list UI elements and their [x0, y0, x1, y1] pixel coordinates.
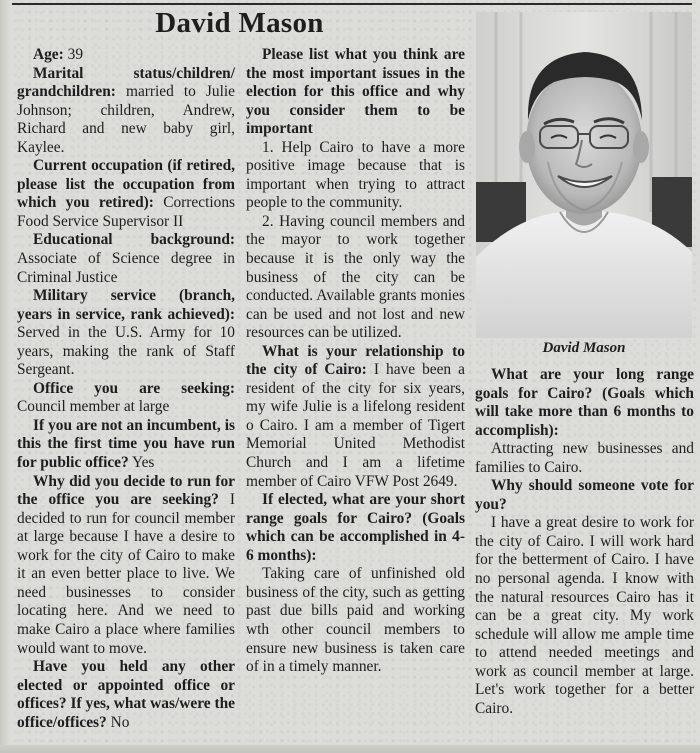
qa-paragraph [17, 417, 235, 473]
answer-text: married to Julie Johnson; children, Andrew, Richard and new baby girl, Kaylee. [17, 83, 235, 156]
question-label: Current occupation (if retired, please list the occupation from which you retired): [17, 157, 235, 212]
qa-paragraph [17, 473, 235, 658]
question-label: If elected, what are your short range goals for Cairo? (Goals which can be accomplished in 4-6 months): [246, 491, 465, 564]
qa-paragraph [475, 366, 694, 440]
qa-paragraph [17, 231, 235, 287]
answer-text: I have been a resident of the city for six years, my wife Julie is a lifelong resident o Cairo. I am a member of Tigert Memorial United Methodist Church and I am a lifetime member of Cairo VFW Post 2649. [246, 361, 465, 490]
answer-text: 2. Having council members and the mayor to work together because it is the only way the business of the city can be conducted. Available grants monies can be used and not lost and new resources can be utilized. [246, 212, 465, 342]
answer-text: No [106, 713, 130, 731]
qa-paragraph [246, 565, 465, 676]
portrait-illustration [476, 12, 692, 338]
question-label: What are your long range goals for Cairo? (Goals which will take more than 6 months to accomplish): [475, 366, 694, 439]
qa-paragraph [17, 65, 235, 158]
question-label: What is your relationship to the city of Cairo: [246, 342, 465, 379]
answer-text: I have a great desire to work for the city of Cairo. I will work hard for the betterment of Cairo. I have no personal agenda. I know with the natural resources Cairo has it can be a great city. My work schedule will allow me ample time to attend needed meetings and work as council member at large. Let's work together for a better Cairo. [475, 514, 694, 717]
candidate-name-heading: David Mason [155, 7, 324, 39]
qa-paragraph [246, 139, 465, 213]
answer-text: Corrections Food Service Supervisor II [17, 194, 236, 230]
answer-text: Council member at large [17, 398, 170, 416]
qa-paragraph [17, 157, 235, 231]
photo-caption: David Mason [542, 340, 626, 356]
qa-paragraph [246, 46, 465, 139]
question-label: Office you are seeking: [33, 379, 235, 397]
qa-paragraph [17, 287, 235, 380]
qa-paragraph [246, 343, 465, 491]
question-label: Why did you decide to run for the office you are seeking? [17, 472, 235, 509]
answer-text: 39 [63, 46, 84, 63]
qa-paragraph [17, 658, 235, 732]
question-label: If you are not an incumbent, is this the first time you have run for public office? [17, 416, 235, 472]
column-2 [246, 46, 465, 677]
column-1 [17, 46, 235, 732]
qa-paragraph [246, 491, 465, 565]
question-label: Marital status/children/ grandchildren: [17, 64, 235, 101]
answer-text: I decided to run for council member at large because I have a desire to work for the city of Cairo to make it an even better place to live. We need businesses to consider locating here. And we need to make Cairo a place where families would want to move. [17, 491, 235, 657]
qa-paragraph [475, 440, 694, 477]
answer-text: Attracting new businesses and families to Cairo. [475, 440, 694, 476]
question-label: Why should someone vote for you? [475, 477, 694, 513]
column-3 [475, 366, 694, 718]
question-label: Please list what you think are the most important issues in the election for this office and why you consider them to be important [246, 46, 465, 138]
question-label: Military service (branch, years in service, rank achieved): [17, 287, 235, 323]
qa-paragraph [17, 46, 235, 65]
page-bottom-edge [0, 745, 700, 753]
question-label: Have you held any other elected or appointed office or offices? If yes, what was/were the office/offices? [17, 658, 235, 731]
answer-text: Taking care of unfinished old business of the city, such as getting past due bills paid and working wth other council members to ensure new business is taken care of in a timely manner. [246, 565, 465, 676]
question-label: Educational background: [33, 231, 235, 249]
answer-text: 1. Help Cairo to have a more positive image because that is important when trying to attract people to the community. [246, 138, 465, 212]
page-edge [0, 0, 10, 753]
answer-text: Served in the U.S. Army for 10 years, making the rank of Staff Sergeant. [17, 324, 235, 379]
qa-paragraph [17, 380, 235, 417]
question-label: Age: [33, 46, 64, 63]
qa-paragraph [475, 514, 694, 718]
qa-paragraph [475, 477, 694, 514]
candidate-photo [476, 12, 692, 338]
answer-text: Associate of Science degree in Criminal Justice [17, 250, 235, 286]
qa-paragraph [246, 213, 465, 343]
answer-text: Yes [128, 454, 155, 472]
